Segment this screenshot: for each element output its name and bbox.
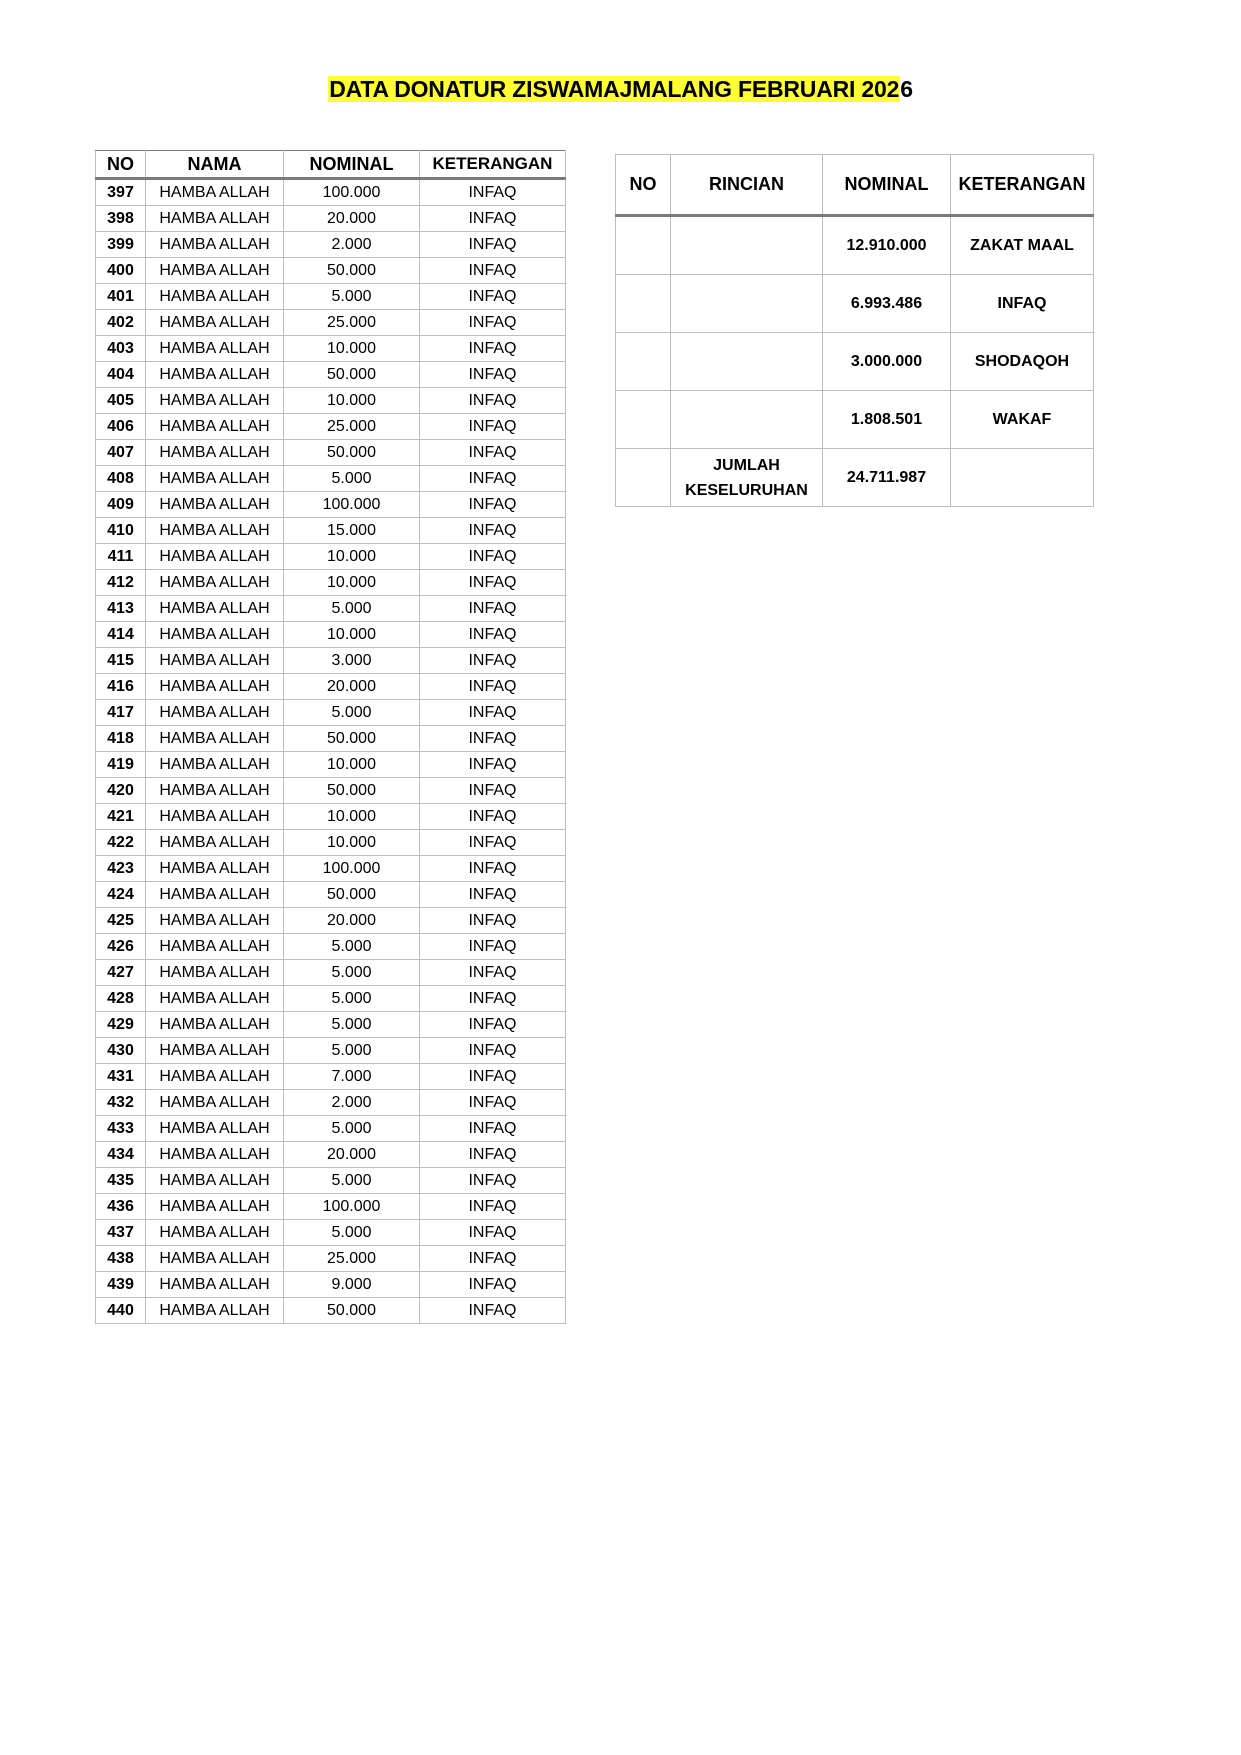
donor-cell-nominal: 50.000 [284,1298,420,1324]
donor-cell-keterangan: INFAQ [420,830,566,856]
donor-cell-nama: HAMBA ALLAH [146,518,284,544]
donor-cell-nama: HAMBA ALLAH [146,466,284,492]
donor-cell-nominal: 2.000 [284,232,420,258]
summary-total-row [616,449,1094,507]
donor-cell-nominal: 10.000 [284,804,420,830]
donor-cell-nominal: 9.000 [284,1272,420,1298]
donor-cell-no: 432 [96,1090,146,1116]
summary-row [616,333,1094,391]
donor-cell-no: 409 [96,492,146,518]
donor-cell-nominal: 10.000 [284,622,420,648]
donor-cell-keterangan: INFAQ [420,362,566,388]
donor-cell-keterangan: INFAQ [420,440,566,466]
summary-cell-rincian [671,216,823,275]
table-row [96,570,566,596]
donor-cell-no: 404 [96,362,146,388]
donor-cell-no: 440 [96,1298,146,1324]
donor-cell-keterangan: INFAQ [420,1012,566,1038]
table-row [96,804,566,830]
donor-header-keterangan: KETERANGAN [420,151,566,179]
donor-cell-nominal: 50.000 [284,882,420,908]
donor-cell-nama: HAMBA ALLAH [146,700,284,726]
table-row [96,310,566,336]
donor-cell-keterangan: INFAQ [420,518,566,544]
donor-cell-keterangan: INFAQ [420,310,566,336]
donor-cell-nominal: 7.000 [284,1064,420,1090]
donor-cell-nama: HAMBA ALLAH [146,232,284,258]
summary-cell-no [616,333,671,391]
summary-cell-no [616,391,671,449]
donor-header-nama: NAMA [146,151,284,179]
donor-cell-nominal: 10.000 [284,336,420,362]
donor-cell-nominal: 5.000 [284,596,420,622]
summary-cell-keterangan: ZAKAT MAAL [951,216,1094,275]
donor-cell-nama: HAMBA ALLAH [146,908,284,934]
donor-cell-nominal: 20.000 [284,1142,420,1168]
donor-cell-keterangan: INFAQ [420,388,566,414]
table-row [96,284,566,310]
donor-cell-nama: HAMBA ALLAH [146,804,284,830]
table-row [96,1272,566,1298]
donor-cell-nama: HAMBA ALLAH [146,336,284,362]
donor-cell-no: 413 [96,596,146,622]
summary-row [616,275,1094,333]
donor-cell-no: 402 [96,310,146,336]
donor-cell-no: 399 [96,232,146,258]
donor-cell-nominal: 5.000 [284,284,420,310]
page-title-tail: 6 [900,76,913,102]
donor-cell-keterangan: INFAQ [420,700,566,726]
donor-cell-nominal: 10.000 [284,544,420,570]
donor-cell-keterangan: INFAQ [420,1298,566,1324]
page-title-highlighted: DATA DONATUR ZISWAMAJMALANG FEBRUARI 202 [329,76,900,102]
donor-cell-nominal: 50.000 [284,778,420,804]
donor-cell-no: 439 [96,1272,146,1298]
donor-cell-nama: HAMBA ALLAH [146,1246,284,1272]
donor-cell-keterangan: INFAQ [420,1168,566,1194]
donor-cell-nominal: 3.000 [284,648,420,674]
donor-cell-keterangan: INFAQ [420,674,566,700]
donor-cell-keterangan: INFAQ [420,492,566,518]
donor-cell-nominal: 5.000 [284,700,420,726]
donor-cell-keterangan: INFAQ [420,908,566,934]
donor-cell-keterangan: INFAQ [420,466,566,492]
summary-total-label-line1: JUMLAH [713,456,780,474]
donor-cell-keterangan: INFAQ [420,179,566,206]
summary-cell-nominal: 6.993.486 [823,275,951,333]
table-row [96,960,566,986]
table-row [96,440,566,466]
summary-table-header-row [616,155,1094,216]
donor-cell-nominal: 5.000 [284,1168,420,1194]
donor-cell-keterangan: INFAQ [420,1246,566,1272]
table-row [96,388,566,414]
donor-cell-nama: HAMBA ALLAH [146,1064,284,1090]
donor-cell-nominal: 5.000 [284,1116,420,1142]
table-row [96,1194,566,1220]
donor-cell-keterangan: INFAQ [420,778,566,804]
table-row [96,206,566,232]
donor-cell-keterangan: INFAQ [420,960,566,986]
donor-cell-nama: HAMBA ALLAH [146,1194,284,1220]
summary-row [616,391,1094,449]
summary-row [616,216,1094,275]
donor-cell-keterangan: INFAQ [420,648,566,674]
donor-cell-keterangan: INFAQ [420,726,566,752]
summary-header-nominal: NOMINAL [823,155,951,216]
summary-table [615,154,1094,507]
donor-cell-no: 401 [96,284,146,310]
table-row [96,986,566,1012]
donor-cell-nominal: 100.000 [284,1194,420,1220]
donor-cell-no: 438 [96,1246,146,1272]
donor-cell-nama: HAMBA ALLAH [146,674,284,700]
donor-cell-nama: HAMBA ALLAH [146,414,284,440]
donor-cell-nominal: 100.000 [284,179,420,206]
donor-cell-no: 425 [96,908,146,934]
donor-cell-nominal: 5.000 [284,1038,420,1064]
donor-cell-nama: HAMBA ALLAH [146,388,284,414]
donor-cell-no: 405 [96,388,146,414]
table-row [96,1038,566,1064]
donor-header-nominal: NOMINAL [284,151,420,179]
donor-cell-nominal: 2.000 [284,1090,420,1116]
donor-cell-nama: HAMBA ALLAH [146,726,284,752]
donor-cell-no: 436 [96,1194,146,1220]
summary-total-nominal: 24.711.987 [823,449,951,507]
table-row [96,674,566,700]
donor-cell-nama: HAMBA ALLAH [146,1090,284,1116]
summary-cell-no [616,216,671,275]
donor-cell-keterangan: INFAQ [420,804,566,830]
table-row [96,1090,566,1116]
donor-cell-nama: HAMBA ALLAH [146,830,284,856]
donor-cell-nama: HAMBA ALLAH [146,284,284,310]
donor-cell-nama: HAMBA ALLAH [146,856,284,882]
donor-cell-nama: HAMBA ALLAH [146,258,284,284]
donor-cell-nama: HAMBA ALLAH [146,310,284,336]
donor-cell-no: 418 [96,726,146,752]
donor-cell-keterangan: INFAQ [420,752,566,778]
donor-cell-nominal: 5.000 [284,466,420,492]
donor-cell-keterangan: INFAQ [420,596,566,622]
donor-cell-no: 434 [96,1142,146,1168]
table-row [96,518,566,544]
donor-cell-nama: HAMBA ALLAH [146,179,284,206]
donor-cell-no: 420 [96,778,146,804]
donor-cell-no: 424 [96,882,146,908]
donor-cell-no: 419 [96,752,146,778]
table-row [96,934,566,960]
donor-cell-nominal: 5.000 [284,1012,420,1038]
donor-cell-nominal: 25.000 [284,310,420,336]
table-row [96,778,566,804]
donor-cell-no: 414 [96,622,146,648]
donor-cell-nama: HAMBA ALLAH [146,362,284,388]
donor-cell-no: 437 [96,1220,146,1246]
donor-cell-keterangan: INFAQ [420,856,566,882]
donor-cell-keterangan: INFAQ [420,1194,566,1220]
donor-cell-nama: HAMBA ALLAH [146,1012,284,1038]
table-row [96,1168,566,1194]
table-row [96,179,566,206]
donor-cell-no: 397 [96,179,146,206]
donor-cell-no: 421 [96,804,146,830]
donor-cell-nominal: 10.000 [284,752,420,778]
donor-cell-keterangan: INFAQ [420,622,566,648]
donor-cell-nominal: 20.000 [284,206,420,232]
donor-cell-keterangan: INFAQ [420,570,566,596]
donor-cell-nominal: 50.000 [284,440,420,466]
donor-cell-keterangan: INFAQ [420,544,566,570]
donor-cell-no: 431 [96,1064,146,1090]
summary-total-label [671,449,823,507]
donor-cell-keterangan: INFAQ [420,284,566,310]
table-row [96,830,566,856]
table-row [96,544,566,570]
table-row [96,414,566,440]
donor-cell-no: 407 [96,440,146,466]
donor-cell-nominal: 5.000 [284,960,420,986]
summary-cell-rincian [671,275,823,333]
summary-cell-keterangan: WAKAF [951,391,1094,449]
donor-cell-no: 408 [96,466,146,492]
table-row [96,1142,566,1168]
donor-cell-keterangan: INFAQ [420,336,566,362]
donor-cell-nama: HAMBA ALLAH [146,544,284,570]
donor-cell-nama: HAMBA ALLAH [146,882,284,908]
donor-cell-no: 406 [96,414,146,440]
donor-cell-nama: HAMBA ALLAH [146,1038,284,1064]
donor-cell-nominal: 5.000 [284,934,420,960]
donor-cell-keterangan: INFAQ [420,986,566,1012]
donor-cell-keterangan: INFAQ [420,882,566,908]
summary-table-body [616,216,1094,449]
donor-cell-nama: HAMBA ALLAH [146,752,284,778]
donor-cell-no: 417 [96,700,146,726]
donor-cell-keterangan: INFAQ [420,934,566,960]
donor-cell-keterangan: INFAQ [420,1116,566,1142]
donor-cell-nama: HAMBA ALLAH [146,622,284,648]
summary-total-no [616,449,671,507]
donor-cell-no: 416 [96,674,146,700]
donor-cell-keterangan: INFAQ [420,1220,566,1246]
donor-cell-nama: HAMBA ALLAH [146,778,284,804]
summary-cell-no [616,275,671,333]
table-row [96,648,566,674]
donor-cell-no: 427 [96,960,146,986]
donor-cell-nominal: 10.000 [284,570,420,596]
donor-table-header-row [96,151,566,179]
donor-cell-no: 426 [96,934,146,960]
donor-cell-keterangan: INFAQ [420,206,566,232]
donor-cell-no: 400 [96,258,146,284]
donor-cell-nominal: 10.000 [284,388,420,414]
donor-cell-no: 412 [96,570,146,596]
donor-cell-nominal: 50.000 [284,258,420,284]
table-row [96,362,566,388]
donor-cell-keterangan: INFAQ [420,414,566,440]
donor-cell-no: 423 [96,856,146,882]
donor-cell-nominal: 10.000 [284,830,420,856]
table-row [96,908,566,934]
donor-cell-nominal: 50.000 [284,362,420,388]
donor-table-body [96,179,566,1324]
table-row [96,1298,566,1324]
page-title [0,74,1241,104]
donor-cell-nama: HAMBA ALLAH [146,1220,284,1246]
donor-cell-nominal: 5.000 [284,1220,420,1246]
table-row [96,466,566,492]
donor-cell-no: 403 [96,336,146,362]
table-row [96,882,566,908]
summary-cell-rincian [671,391,823,449]
table-row [96,1220,566,1246]
donor-cell-nama: HAMBA ALLAH [146,986,284,1012]
donor-cell-no: 422 [96,830,146,856]
donor-cell-no: 435 [96,1168,146,1194]
summary-header-rincian: RINCIAN [671,155,823,216]
table-row [96,752,566,778]
table-row [96,726,566,752]
donor-cell-nominal: 100.000 [284,856,420,882]
table-row [96,1064,566,1090]
donor-cell-keterangan: INFAQ [420,1090,566,1116]
donor-cell-nama: HAMBA ALLAH [146,648,284,674]
table-row [96,336,566,362]
donor-cell-keterangan: INFAQ [420,232,566,258]
donor-cell-keterangan: INFAQ [420,1142,566,1168]
summary-total-keterangan [951,449,1094,507]
table-row [96,492,566,518]
donor-cell-no: 415 [96,648,146,674]
table-row [96,700,566,726]
donor-cell-nominal: 50.000 [284,726,420,752]
donor-cell-keterangan: INFAQ [420,258,566,284]
donor-cell-nama: HAMBA ALLAH [146,596,284,622]
donor-cell-no: 430 [96,1038,146,1064]
table-row [96,596,566,622]
summary-cell-keterangan: INFAQ [951,275,1094,333]
table-row [96,622,566,648]
donor-cell-nama: HAMBA ALLAH [146,492,284,518]
summary-cell-nominal: 3.000.000 [823,333,951,391]
donor-cell-keterangan: INFAQ [420,1064,566,1090]
donor-cell-no: 411 [96,544,146,570]
donor-cell-nominal: 25.000 [284,1246,420,1272]
table-row [96,1116,566,1142]
summary-total-label-line2: KESELURUHAN [685,481,808,499]
donor-cell-no: 433 [96,1116,146,1142]
summary-cell-nominal: 12.910.000 [823,216,951,275]
donor-cell-nominal: 100.000 [284,492,420,518]
donor-header-no: NO [96,151,146,179]
table-row [96,258,566,284]
donor-cell-keterangan: INFAQ [420,1038,566,1064]
donor-cell-nominal: 5.000 [284,986,420,1012]
summary-header-no: NO [616,155,671,216]
donor-cell-nominal: 25.000 [284,414,420,440]
donor-cell-nama: HAMBA ALLAH [146,1142,284,1168]
donor-cell-no: 429 [96,1012,146,1038]
donor-cell-nama: HAMBA ALLAH [146,206,284,232]
summary-cell-nominal: 1.808.501 [823,391,951,449]
donor-cell-nama: HAMBA ALLAH [146,570,284,596]
donor-cell-no: 428 [96,986,146,1012]
donor-cell-nama: HAMBA ALLAH [146,934,284,960]
table-row [96,1012,566,1038]
donor-cell-no: 410 [96,518,146,544]
table-row [96,1246,566,1272]
donor-cell-nominal: 15.000 [284,518,420,544]
summary-cell-keterangan: SHODAQOH [951,333,1094,391]
donor-cell-no: 398 [96,206,146,232]
summary-cell-rincian [671,333,823,391]
summary-header-keterangan: KETERANGAN [951,155,1094,216]
donor-cell-nama: HAMBA ALLAH [146,440,284,466]
donor-table [95,150,566,1324]
donor-cell-nama: HAMBA ALLAH [146,1298,284,1324]
donor-cell-nama: HAMBA ALLAH [146,960,284,986]
donor-cell-nominal: 20.000 [284,674,420,700]
donor-cell-nama: HAMBA ALLAH [146,1116,284,1142]
donor-cell-nama: HAMBA ALLAH [146,1272,284,1298]
donor-cell-nominal: 20.000 [284,908,420,934]
table-row [96,232,566,258]
donor-cell-keterangan: INFAQ [420,1272,566,1298]
donor-cell-nama: HAMBA ALLAH [146,1168,284,1194]
table-row [96,856,566,882]
